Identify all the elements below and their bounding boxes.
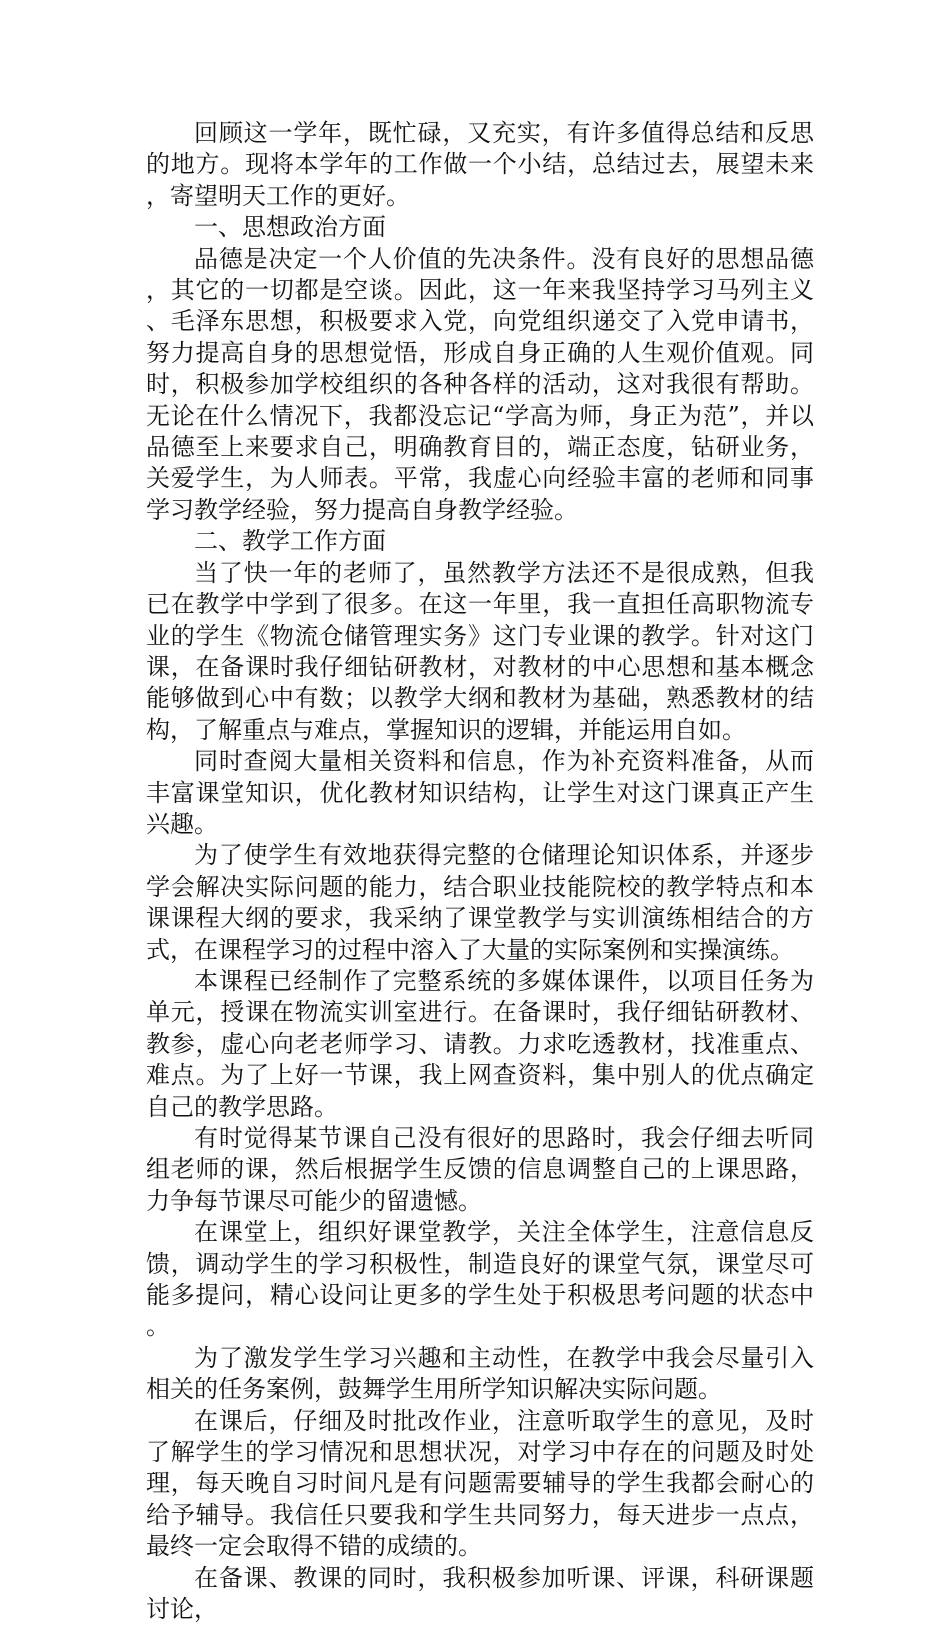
- paragraph-intro: 回顾这一学年，既忙碌，又充实，有许多值得总结和反思的地方。现将本学年的工作做一个小结，总结过去，展望未来，寄望明天工作的更好。: [146, 119, 814, 210]
- paragraph-motivation: 为了激发学生学习兴趣和主动性，在教学中我会尽量引入相关的任务案例，鼓舞学生用所学知识解决实际问题。: [146, 1343, 814, 1404]
- paragraph-courseware: 本课程已经制作了完整系统的多媒体课件，以项目任务为单元，授课在物流实训室进行。在备课时，我仔细钻研教材、教参，虚心向老老师学习、请教。力求吃透教材，找准重点、难点。为了上好一节课，我上网查资料，集中别人的优点确定自己的教学思路。: [146, 966, 814, 1121]
- paragraph-knowledge-system: 为了使学生有效地获得完整的仓储理论知识体系，并逐步学会解决实际问题的能力，结合职业技能院校的教学特点和本课课程大纲的要求，我采纳了课堂教学与实训演练相结合的方式，在课程学习的过程中溶入了大量的实际案例和实操演练。: [146, 841, 814, 964]
- paragraph-classroom: 在课堂上，组织好课堂教学，关注全体学生，注意信息反馈，调动学生的学习积极性，制造良好的课堂气氛，课堂尽可能多提问，精心设问让更多的学生处于积极思考问题的状态中。: [146, 1218, 814, 1341]
- paragraph-after-class: 在课后，仔细及时批改作业，注意听取学生的意见，及时了解学生的学习情况和思想状况，对学习中存在的问题及时处理，每天晚自习时间凡是有问题需要辅导的学生我都会耐心的给予辅导。我信任只要我和学生共同努力，每天进步一点点，最终一定会取得不错的成绩的。: [146, 1406, 814, 1561]
- paragraph-materials: 同时查阅大量相关资料和信息，作为补充资料准备，从而丰富课堂知识，优化教材知识结构，让学生对这门课真正产生兴趣。: [146, 747, 814, 838]
- paragraph-research: 在备课、教课的同时，我积极参加听课、评课，科研课题讨论，: [146, 1563, 814, 1624]
- section-heading-political: 一、思想政治方面: [194, 213, 386, 242]
- section-heading-teaching: 二、教学工作方面: [194, 527, 386, 556]
- paragraph-peer-observation: 有时觉得某节课自己没有很好的思路时，我会仔细去听同组老师的课，然后根据学生反馈的信息调整自己的上课思路，力争每节课尽可能少的留遗憾。: [146, 1124, 814, 1215]
- document-body: [146, 118, 814, 1626]
- paragraph-teaching-overview: 当了快一年的老师了，虽然教学方法还不是很成熟，但我已在教学中学到了很多。在这一年里，我一直担任高职物流专业的学生《物流仓储管理实务》这门专业课的教学。针对这门课，在备课时我仔细钻研教材，对教材的中心思想和基本概念能够做到心中有数；以教学大纲和教材为基础，熟悉教材的结构，了解重点与难点，掌握知识的逻辑，并能运用自如。: [146, 558, 814, 744]
- paragraph-political: 品德是决定一个人价值的先决条件。没有良好的思想品德，其它的一切都是空谈。因此，这一年来我坚持学习马列主义、毛泽东思想，积极要求入党，向党组织递交了入党申请书，努力提高自身的思想觉悟，形成自身正确的人生观价值观。同时，积极参加学校组织的各种各样的活动，这对我很有帮助。无论在什么情况下，我都没忘记“学高为师，身正为范”，并以品德至上来要求自己，明确教育目的，端正态度，钻研业务，关爱学生，为人师表。平常，我虚心向经验丰富的老师和同事学习教学经验，努力提高自身教学经验。: [146, 244, 814, 524]
